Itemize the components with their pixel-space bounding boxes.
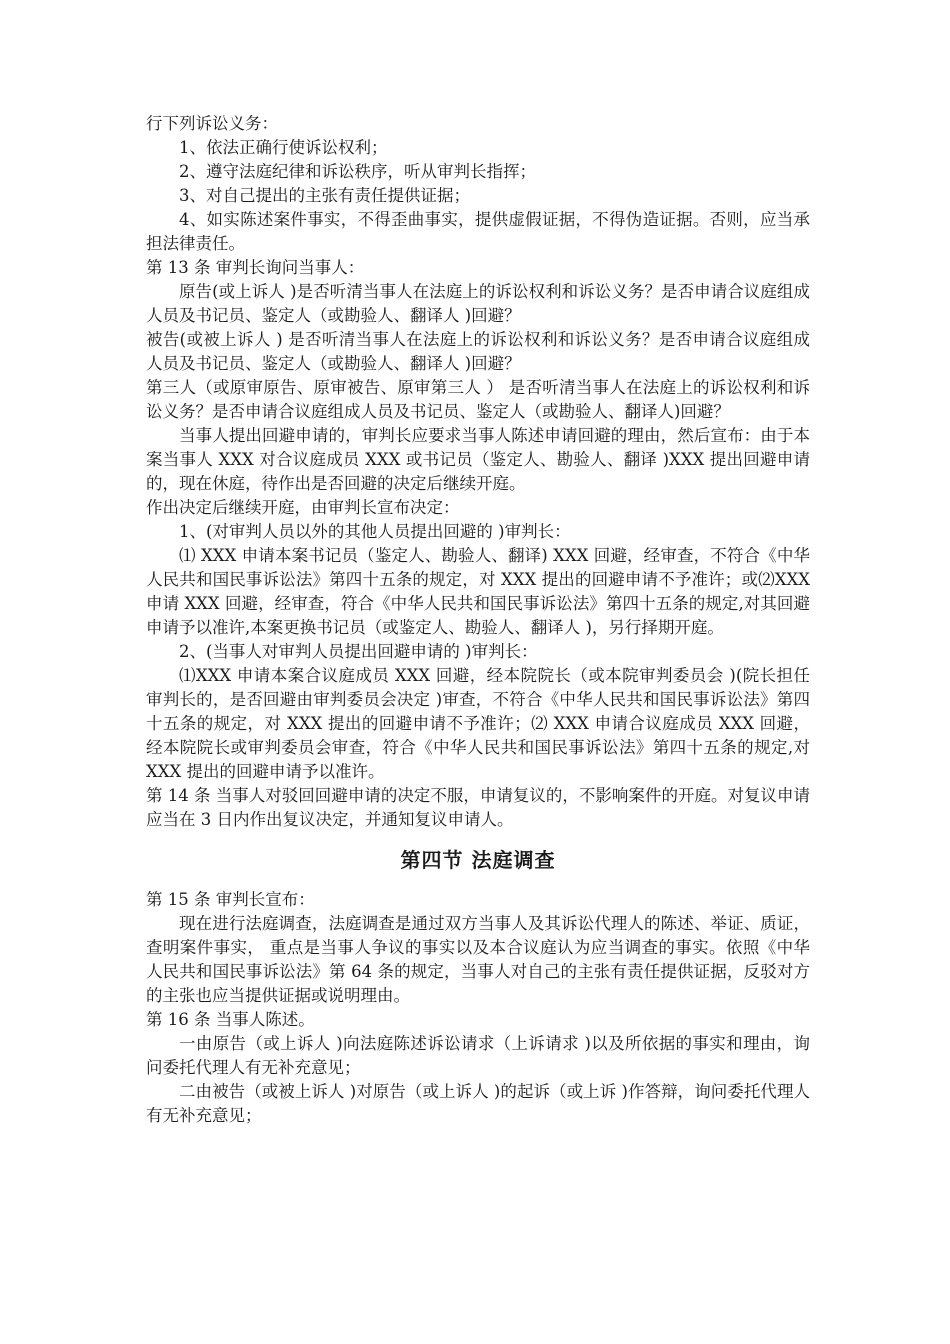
paragraph: 第三人（或原审原告、原审被告、原审第三人 ） 是否听清当事人在法庭上的诉讼权利和诉讼义务？是否申请合议庭组成人员及书记员、鉴定人（或勘验人、翻译人)回避？: [146, 378, 810, 421]
paragraph: 第 14 条 当事人对驳回回避申请的决定不服，申请复议的，不影响案件的开庭。对复议申请应当在 3 日内作出复议决定，并通知复议申请人。: [146, 786, 810, 829]
paragraph: 原告(或上诉人 )是否听清当事人在法庭上的诉讼权利和诉讼义务？是否申请合议庭组成人员及书记员、鉴定人（或勘验人、翻译人 )回避？: [146, 282, 810, 325]
paragraph: 第 13 条 审判长询问当事人：: [146, 258, 365, 277]
paragraph: 当事人提出回避申请的，审判长应要求当事人陈述申请回避的理由，然后宣布：由于本案当事人 XXX 对合议庭成员 XXX 或书记员（鉴定人、勘验人、翻译 )XXX 提出回避申请的，现在休庭，待作出是否回避的决定后继续开庭。: [146, 426, 810, 493]
paragraph: 被告(或被上诉人 ) 是否听清当事人在法庭上的诉讼权利和诉讼义务？是否申请合议庭组成人员及书记员、鉴定人（或勘验人、翻译人 )回避？: [146, 330, 810, 373]
paragraph: 1、(对审判人员以外的其他人员提出回避的 )审判长：: [179, 522, 571, 541]
paragraph: 现在进行法庭调查，法庭调查是通过双方当事人及其诉讼代理人的陈述、举证、质证，查明案件事实， 重点是当事人争议的事实以及本合议庭认为应当调查的事实。依照《中华人民共和国民事诉讼法》第 64 条的规定，当事人对自己的主张有责任提供证据，反驳对方的主张也应当提供证据或说明理由。: [146, 914, 810, 1005]
paragraph: 2、遵守法庭纪律和诉讼秩序，听从审判长指挥；: [179, 162, 536, 181]
paragraph: ⑴ XXX 申请本案书记员（鉴定人、勘验人、翻译) XXX 回避，经审查，不符合《中华人民共和国民事诉讼法》第四十五条的规定，对 XXX 提出的回避申请不予准许；或⑵XXX 申请 XXX 回避，经审查，符合《中华人民共和国民事诉讼法》第四十五条的规定,对其回避申请予以准许,本案更换书记员（或鉴定人、勘验人、翻译人 )，另行择期开庭。: [146, 546, 810, 637]
paragraph: 4、如实陈述案件事实，不得歪曲事实，提供虚假证据，不得伪造证据。否则，应当承担法律责任。: [146, 210, 810, 253]
paragraph: 第 16 条 当事人陈述。: [146, 1010, 315, 1029]
paragraph: 2、(当事人对审判人员提出回避申请的 )审判长：: [179, 642, 538, 661]
section-heading: 第四节 法庭调查: [400, 848, 556, 872]
paragraph: 第 15 条 审判长宣布：: [146, 890, 315, 909]
document-page: [146, 112, 810, 1128]
paragraph: 1、依法正确行使诉讼权利；: [179, 138, 388, 157]
paragraph: 行下列诉讼义务：: [146, 114, 278, 133]
paragraph: 一由原告（或上诉人 )向法庭陈述诉讼请求（上诉请求 )以及所依据的事实和理由，询问委托代理人有无补充意见；: [146, 1034, 810, 1077]
paragraph: 作出决定后继续开庭，由审判长宣布决定：: [146, 498, 460, 517]
paragraph: 二由被告（或被上诉人 )对原告（或上诉人 )的起诉（或上诉 )作答辩，询问委托代理人有无补充意见；: [146, 1082, 810, 1125]
paragraph: ⑴XXX 申请本案合议庭成员 XXX 回避，经本院院长（或本院审判委员会 )(院长担任审判长的，是否回避由审判委员会决定 )审查，不符合《中华人民共和国民事诉讼法》第四十五条的规定，对 XXX 提出的回避申请不予准许；⑵ XXX 申请合议庭成员 XXX 回避，经本院院长或审判委员会审查，符合《中华人民共和国民事诉讼法》第四十五条的规定,对 XXX 提出的回避申请予以准许。: [146, 666, 810, 781]
paragraph: 3、对自己提出的主张有责任提供证据；: [179, 186, 470, 205]
